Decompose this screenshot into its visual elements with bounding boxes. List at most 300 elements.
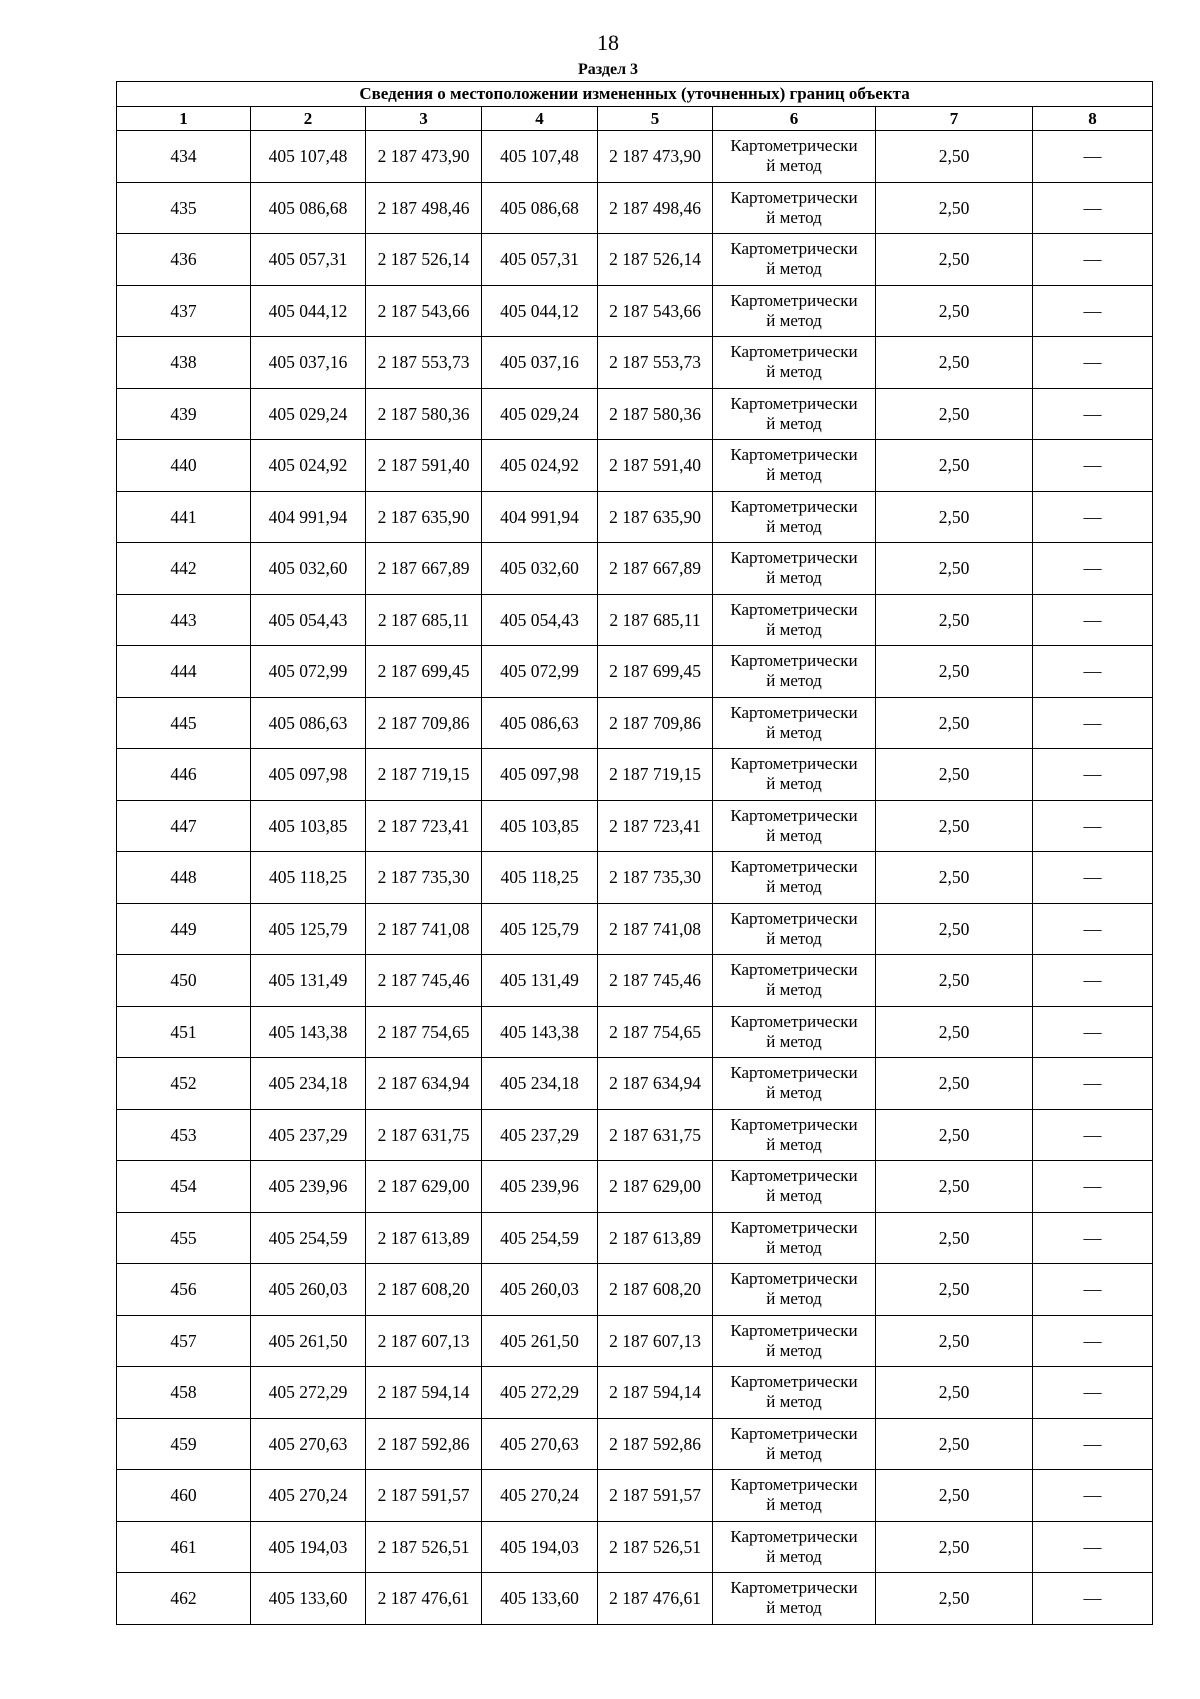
refined-y-cell: 2 187 667,89 [598, 543, 713, 595]
point-number-cell: 440 [117, 440, 251, 492]
existing-y-cell: 2 187 699,45 [366, 646, 482, 698]
method-text-line: й метод [766, 1392, 822, 1412]
refined-y-cell: 2 187 526,51 [598, 1521, 713, 1573]
existing-x-cell: 405 037,16 [251, 337, 366, 389]
existing-x-cell: 405 097,98 [251, 749, 366, 801]
existing-y-cell: 2 187 635,90 [366, 491, 482, 543]
existing-y-cell: 2 187 719,15 [366, 749, 482, 801]
method-text-line: й метод [766, 980, 822, 1000]
existing-y-cell: 2 187 498,46 [366, 182, 482, 234]
note-cell: — [1033, 594, 1153, 646]
note-cell: — [1033, 1573, 1153, 1625]
method-text-line: й метод [766, 413, 822, 433]
note-cell: — [1033, 285, 1153, 337]
note-cell: — [1033, 1264, 1153, 1316]
table-row [117, 234, 1153, 286]
method-text-line: й метод [766, 1340, 822, 1360]
method-cell [713, 1264, 876, 1316]
accuracy-cell: 2,50 [876, 440, 1033, 492]
refined-x-cell: 405 260,03 [482, 1264, 598, 1316]
section-title: Раздел 3 [577, 61, 639, 78]
accuracy-cell: 2,50 [876, 388, 1033, 440]
method-cell [713, 749, 876, 801]
table-row [117, 440, 1153, 492]
existing-y-cell: 2 187 613,89 [366, 1212, 482, 1264]
column-number: 1 [117, 107, 251, 131]
note-cell: — [1033, 337, 1153, 389]
accuracy-cell: 2,50 [876, 1006, 1033, 1058]
method-cell [713, 1212, 876, 1264]
point-number-cell: 458 [117, 1367, 251, 1419]
method-text-line: Картометрически [730, 187, 858, 207]
existing-y-cell: 2 187 592,86 [366, 1418, 482, 1470]
existing-y-cell: 2 187 473,90 [366, 131, 482, 183]
existing-x-cell: 405 024,92 [251, 440, 366, 492]
note-cell: — [1033, 1058, 1153, 1110]
note-cell: — [1033, 903, 1153, 955]
method-text-line: Картометрически [730, 1166, 858, 1186]
method-cell [713, 388, 876, 440]
method-text-line: Картометрически [730, 1011, 858, 1031]
existing-y-cell: 2 187 607,13 [366, 1315, 482, 1367]
method-text-line: Картометрически [730, 393, 858, 413]
refined-y-cell: 2 187 592,86 [598, 1418, 713, 1470]
existing-y-cell: 2 187 754,65 [366, 1006, 482, 1058]
existing-x-cell: 405 239,96 [251, 1161, 366, 1213]
method-text-line: Картометрически [730, 548, 858, 568]
table-body [117, 131, 1153, 1625]
refined-y-cell: 2 187 608,20 [598, 1264, 713, 1316]
method-text-line: Картометрически [730, 1372, 858, 1392]
method-cell [713, 440, 876, 492]
method-cell [713, 491, 876, 543]
table-row [117, 1470, 1153, 1522]
refined-x-cell: 405 254,59 [482, 1212, 598, 1264]
method-cell [713, 903, 876, 955]
existing-x-cell: 405 194,03 [251, 1521, 366, 1573]
method-text-line: Картометрически [730, 1320, 858, 1340]
method-text-line: Картометрически [730, 754, 858, 774]
point-number-cell: 451 [117, 1006, 251, 1058]
point-number-cell: 453 [117, 1109, 251, 1161]
method-text-line: й метод [766, 1237, 822, 1257]
note-cell: — [1033, 1109, 1153, 1161]
accuracy-cell: 2,50 [876, 1521, 1033, 1573]
method-text-line: Картометрически [730, 445, 858, 465]
existing-x-cell: 405 260,03 [251, 1264, 366, 1316]
method-text-line: й метод [766, 1443, 822, 1463]
accuracy-cell: 2,50 [876, 1470, 1033, 1522]
method-text-line: й метод [766, 1031, 822, 1051]
point-number-cell: 436 [117, 234, 251, 286]
refined-x-cell: 405 125,79 [482, 903, 598, 955]
table-row [117, 337, 1153, 389]
refined-y-cell: 2 187 476,61 [598, 1573, 713, 1625]
existing-x-cell: 405 057,31 [251, 234, 366, 286]
table-caption: Сведения о местоположении измененных (уточненных) границ объекта [117, 82, 1153, 107]
existing-y-cell: 2 187 591,40 [366, 440, 482, 492]
note-cell: — [1033, 131, 1153, 183]
accuracy-cell: 2,50 [876, 543, 1033, 595]
existing-x-cell: 405 118,25 [251, 852, 366, 904]
existing-x-cell: 405 103,85 [251, 800, 366, 852]
refined-x-cell: 405 054,43 [482, 594, 598, 646]
point-number-cell: 437 [117, 285, 251, 337]
method-cell [713, 543, 876, 595]
column-number: 2 [251, 107, 366, 131]
existing-x-cell: 405 032,60 [251, 543, 366, 595]
method-cell [713, 646, 876, 698]
method-text-line: Картометрически [730, 857, 858, 877]
method-text-line: Картометрически [730, 496, 858, 516]
method-text-line: й метод [766, 310, 822, 330]
accuracy-cell: 2,50 [876, 1058, 1033, 1110]
table-row [117, 131, 1153, 183]
boundary-coordinates-table [116, 81, 1153, 1625]
accuracy-cell: 2,50 [876, 234, 1033, 286]
refined-x-cell: 405 237,29 [482, 1109, 598, 1161]
existing-x-cell: 405 054,43 [251, 594, 366, 646]
point-number-cell: 439 [117, 388, 251, 440]
refined-x-cell: 405 032,60 [482, 543, 598, 595]
note-cell: — [1033, 1212, 1153, 1264]
existing-y-cell: 2 187 608,20 [366, 1264, 482, 1316]
refined-x-cell: 405 261,50 [482, 1315, 598, 1367]
refined-y-cell: 2 187 635,90 [598, 491, 713, 543]
note-cell: — [1033, 749, 1153, 801]
note-cell: — [1033, 388, 1153, 440]
existing-x-cell: 405 270,24 [251, 1470, 366, 1522]
point-number-cell: 452 [117, 1058, 251, 1110]
existing-y-cell: 2 187 685,11 [366, 594, 482, 646]
existing-x-cell: 405 133,60 [251, 1573, 366, 1625]
refined-y-cell: 2 187 631,75 [598, 1109, 713, 1161]
note-cell: — [1033, 1521, 1153, 1573]
table-row [117, 697, 1153, 749]
refined-x-cell: 405 118,25 [482, 852, 598, 904]
table-row [117, 1315, 1153, 1367]
method-text-line: й метод [766, 1083, 822, 1103]
note-cell: — [1033, 955, 1153, 1007]
existing-y-cell: 2 187 476,61 [366, 1573, 482, 1625]
refined-x-cell: 405 029,24 [482, 388, 598, 440]
point-number-cell: 455 [117, 1212, 251, 1264]
existing-y-cell: 2 187 723,41 [366, 800, 482, 852]
note-cell: — [1033, 1161, 1153, 1213]
method-text-line: й метод [766, 156, 822, 176]
note-cell: — [1033, 1418, 1153, 1470]
method-text-line: Картометрически [730, 239, 858, 259]
existing-x-cell: 405 261,50 [251, 1315, 366, 1367]
method-text-line: Картометрически [730, 136, 858, 156]
accuracy-cell: 2,50 [876, 903, 1033, 955]
refined-y-cell: 2 187 594,14 [598, 1367, 713, 1419]
existing-x-cell: 405 143,38 [251, 1006, 366, 1058]
method-text-line: й метод [766, 671, 822, 691]
table-row [117, 594, 1153, 646]
method-cell [713, 182, 876, 234]
method-text-line: й метод [766, 516, 822, 536]
refined-y-cell: 2 187 745,46 [598, 955, 713, 1007]
refined-y-cell: 2 187 613,89 [598, 1212, 713, 1264]
method-text-line: й метод [766, 1546, 822, 1566]
refined-x-cell: 405 086,68 [482, 182, 598, 234]
method-text-line: й метод [766, 928, 822, 948]
table-row [117, 1264, 1153, 1316]
point-number-cell: 462 [117, 1573, 251, 1625]
refined-x-cell: 405 270,24 [482, 1470, 598, 1522]
point-number-cell: 448 [117, 852, 251, 904]
table-row [117, 1521, 1153, 1573]
method-cell [713, 285, 876, 337]
point-number-cell: 442 [117, 543, 251, 595]
point-number-cell: 435 [117, 182, 251, 234]
point-number-cell: 457 [117, 1315, 251, 1367]
existing-x-cell: 405 237,29 [251, 1109, 366, 1161]
refined-y-cell: 2 187 719,15 [598, 749, 713, 801]
existing-y-cell: 2 187 553,73 [366, 337, 482, 389]
accuracy-cell: 2,50 [876, 1573, 1033, 1625]
refined-y-cell: 2 187 591,57 [598, 1470, 713, 1522]
refined-x-cell: 405 272,29 [482, 1367, 598, 1419]
method-cell [713, 852, 876, 904]
method-text-line: Картометрически [730, 651, 858, 671]
note-cell: — [1033, 697, 1153, 749]
existing-x-cell: 405 272,29 [251, 1367, 366, 1419]
method-cell [713, 1470, 876, 1522]
column-number: 7 [876, 107, 1033, 131]
method-cell [713, 1521, 876, 1573]
note-cell: — [1033, 1315, 1153, 1367]
method-text-line: Картометрически [730, 1578, 858, 1598]
point-number-cell: 444 [117, 646, 251, 698]
existing-y-cell: 2 187 735,30 [366, 852, 482, 904]
accuracy-cell: 2,50 [876, 646, 1033, 698]
refined-x-cell: 405 086,63 [482, 697, 598, 749]
point-number-cell: 434 [117, 131, 251, 183]
refined-y-cell: 2 187 473,90 [598, 131, 713, 183]
method-cell [713, 1109, 876, 1161]
refined-x-cell: 405 024,92 [482, 440, 598, 492]
method-cell [713, 337, 876, 389]
method-text-line: й метод [766, 1186, 822, 1206]
method-text-line: Картометрически [730, 599, 858, 619]
accuracy-cell: 2,50 [876, 285, 1033, 337]
table-row [117, 749, 1153, 801]
existing-x-cell: 405 270,63 [251, 1418, 366, 1470]
accuracy-cell: 2,50 [876, 491, 1033, 543]
method-cell [713, 1573, 876, 1625]
accuracy-cell: 2,50 [876, 852, 1033, 904]
existing-x-cell: 405 107,48 [251, 131, 366, 183]
method-cell [713, 131, 876, 183]
note-cell: — [1033, 852, 1153, 904]
method-text-line: й метод [766, 722, 822, 742]
existing-x-cell: 405 234,18 [251, 1058, 366, 1110]
method-text-line: й метод [766, 877, 822, 897]
existing-x-cell: 405 029,24 [251, 388, 366, 440]
existing-x-cell: 405 086,68 [251, 182, 366, 234]
accuracy-cell: 2,50 [876, 1161, 1033, 1213]
method-text-line: Картометрически [730, 805, 858, 825]
method-text-line: й метод [766, 619, 822, 639]
existing-x-cell: 405 086,63 [251, 697, 366, 749]
accuracy-cell: 2,50 [876, 1315, 1033, 1367]
existing-y-cell: 2 187 745,46 [366, 955, 482, 1007]
method-text-line: Картометрически [730, 1114, 858, 1134]
method-text-line: Картометрически [730, 1475, 858, 1495]
table-row [117, 1058, 1153, 1110]
refined-y-cell: 2 187 709,86 [598, 697, 713, 749]
table-row [117, 903, 1153, 955]
method-text-line: Картометрически [730, 960, 858, 980]
refined-x-cell: 405 044,12 [482, 285, 598, 337]
column-number-row [117, 107, 1153, 131]
column-number: 5 [598, 107, 713, 131]
method-cell [713, 800, 876, 852]
point-number-cell: 449 [117, 903, 251, 955]
existing-x-cell: 405 125,79 [251, 903, 366, 955]
point-number-cell: 461 [117, 1521, 251, 1573]
existing-y-cell: 2 187 667,89 [366, 543, 482, 595]
refined-y-cell: 2 187 543,66 [598, 285, 713, 337]
table-row [117, 388, 1153, 440]
point-number-cell: 441 [117, 491, 251, 543]
method-cell [713, 955, 876, 1007]
point-number-cell: 445 [117, 697, 251, 749]
refined-x-cell: 405 270,63 [482, 1418, 598, 1470]
method-text-line: й метод [766, 568, 822, 588]
refined-y-cell: 2 187 634,94 [598, 1058, 713, 1110]
table-row [117, 1212, 1153, 1264]
refined-x-cell: 405 239,96 [482, 1161, 598, 1213]
refined-y-cell: 2 187 685,11 [598, 594, 713, 646]
existing-x-cell: 405 072,99 [251, 646, 366, 698]
existing-x-cell: 404 991,94 [251, 491, 366, 543]
accuracy-cell: 2,50 [876, 337, 1033, 389]
point-number-cell: 447 [117, 800, 251, 852]
accuracy-cell: 2,50 [876, 594, 1033, 646]
method-text-line: Картометрически [730, 290, 858, 310]
table-caption-row [117, 82, 1153, 107]
point-number-cell: 446 [117, 749, 251, 801]
existing-y-cell: 2 187 526,51 [366, 1521, 482, 1573]
existing-y-cell: 2 187 526,14 [366, 234, 482, 286]
table-row [117, 1367, 1153, 1419]
method-text-line: Картометрически [730, 702, 858, 722]
table-row [117, 1573, 1153, 1625]
refined-y-cell: 2 187 591,40 [598, 440, 713, 492]
method-text-line: й метод [766, 207, 822, 227]
accuracy-cell: 2,50 [876, 1109, 1033, 1161]
method-text-line: Картометрически [730, 908, 858, 928]
note-cell: — [1033, 1367, 1153, 1419]
method-text-line: й метод [766, 259, 822, 279]
column-number: 4 [482, 107, 598, 131]
accuracy-cell: 2,50 [876, 697, 1033, 749]
refined-x-cell: 405 072,99 [482, 646, 598, 698]
existing-y-cell: 2 187 631,75 [366, 1109, 482, 1161]
refined-y-cell: 2 187 741,08 [598, 903, 713, 955]
accuracy-cell: 2,50 [876, 955, 1033, 1007]
method-text-line: Картометрически [730, 1526, 858, 1546]
note-cell: — [1033, 1006, 1153, 1058]
table-row [117, 543, 1153, 595]
column-number: 3 [366, 107, 482, 131]
accuracy-cell: 2,50 [876, 800, 1033, 852]
refined-x-cell: 405 057,31 [482, 234, 598, 286]
column-number: 8 [1033, 107, 1153, 131]
refined-x-cell: 405 143,38 [482, 1006, 598, 1058]
table-row [117, 800, 1153, 852]
point-number-cell: 459 [117, 1418, 251, 1470]
refined-x-cell: 405 194,03 [482, 1521, 598, 1573]
refined-y-cell: 2 187 735,30 [598, 852, 713, 904]
existing-y-cell: 2 187 634,94 [366, 1058, 482, 1110]
accuracy-cell: 2,50 [876, 1367, 1033, 1419]
note-cell: — [1033, 234, 1153, 286]
table-row [117, 491, 1153, 543]
note-cell: — [1033, 800, 1153, 852]
method-cell [713, 1006, 876, 1058]
method-text-line: й метод [766, 1495, 822, 1515]
table-row [117, 285, 1153, 337]
existing-y-cell: 2 187 591,57 [366, 1470, 482, 1522]
method-cell [713, 1161, 876, 1213]
method-cell [713, 594, 876, 646]
method-text-line: й метод [766, 465, 822, 485]
table-row [117, 1109, 1153, 1161]
accuracy-cell: 2,50 [876, 131, 1033, 183]
method-text-line: й метод [766, 1289, 822, 1309]
method-text-line: й метод [766, 362, 822, 382]
refined-y-cell: 2 187 580,36 [598, 388, 713, 440]
method-text-line: Картометрически [730, 1217, 858, 1237]
refined-y-cell: 2 187 553,73 [598, 337, 713, 389]
table-row [117, 1161, 1153, 1213]
note-cell: — [1033, 1470, 1153, 1522]
page-number: 18 [597, 30, 619, 55]
existing-y-cell: 2 187 741,08 [366, 903, 482, 955]
column-number: 6 [713, 107, 876, 131]
table-row [117, 182, 1153, 234]
point-number-cell: 438 [117, 337, 251, 389]
refined-x-cell: 405 133,60 [482, 1573, 598, 1625]
method-cell [713, 697, 876, 749]
existing-y-cell: 2 187 709,86 [366, 697, 482, 749]
accuracy-cell: 2,50 [876, 182, 1033, 234]
point-number-cell: 443 [117, 594, 251, 646]
method-cell [713, 1315, 876, 1367]
refined-y-cell: 2 187 607,13 [598, 1315, 713, 1367]
method-text-line: Картометрически [730, 1423, 858, 1443]
table-row [117, 646, 1153, 698]
table-row [117, 1006, 1153, 1058]
refined-x-cell: 405 131,49 [482, 955, 598, 1007]
existing-y-cell: 2 187 543,66 [366, 285, 482, 337]
method-cell [713, 1058, 876, 1110]
refined-x-cell: 405 037,16 [482, 337, 598, 389]
refined-y-cell: 2 187 526,14 [598, 234, 713, 286]
refined-x-cell: 405 107,48 [482, 131, 598, 183]
existing-y-cell: 2 187 580,36 [366, 388, 482, 440]
table-row [117, 852, 1153, 904]
method-text-line: Картометрически [730, 1063, 858, 1083]
method-cell [713, 1367, 876, 1419]
point-number-cell: 450 [117, 955, 251, 1007]
note-cell: — [1033, 182, 1153, 234]
method-text-line: Картометрически [730, 342, 858, 362]
